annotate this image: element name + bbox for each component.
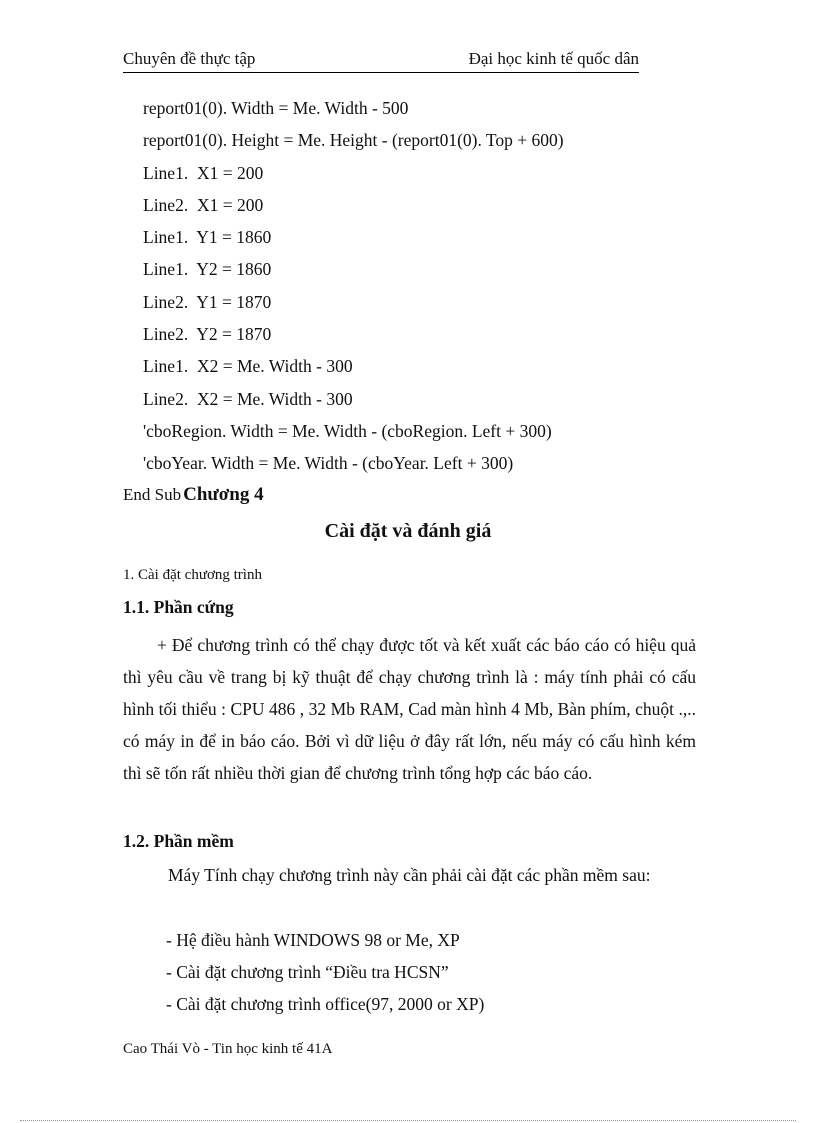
code-line: report01(0). Width = Me. Width - 500	[143, 98, 409, 118]
list-item: - Cài đặt chương trình office(97, 2000 or XP)	[166, 994, 485, 1014]
code-line: 'cboRegion. Width = Me. Width - (cboRegion. Left + 300)	[143, 420, 552, 441]
end-sub-line	[123, 484, 264, 506]
section-heading-1-2: 1.2. Phần mềm	[123, 831, 234, 851]
code-line: Line1. Y1 = 1860	[143, 227, 272, 248]
hardware-paragraph	[123, 629, 696, 789]
end-sub-text: End Sub	[123, 485, 182, 504]
page-footer: Cao Thái Vò - Tin học kinh tế 41A	[123, 1041, 333, 1057]
section-heading-1-1: 1.1. Phần cứng	[123, 597, 234, 617]
code-line: Line1. Y2 = 1860	[143, 259, 272, 280]
page-header	[123, 48, 639, 73]
software-list	[166, 928, 484, 1024]
code-line: Line2. Y1 = 1870	[143, 291, 272, 312]
chapter-title: Cài đặt và đánh giá	[324, 520, 492, 542]
page-bottom-divider	[20, 1120, 796, 1121]
header-left: Chuyên đề thực tập	[123, 49, 256, 68]
code-line: 'cboYear. Width = Me. Width - (cboYear. Left + 300)	[143, 453, 514, 474]
code-block	[143, 96, 564, 484]
software-text: Máy Tính chạy chương trình này cần phải cài đặt các phần mềm sau:	[168, 865, 651, 885]
hardware-text: + Để chương trình có thể chạy được tốt và kết xuất các báo cáo có hiệu quả thì yêu cầu về trang bị kỹ thuật để chạy chương trình là : máy tính phải có cấu hình tối thiểu : CPU 486 , 32 Mb RAM, Cad màn hình 4 Mb, Bàn phím, chuột .,.. có máy in để in báo cáo. Bởi vì dữ liệu ở đây rất lớn, nếu máy có cấu hình kém thì sẽ tốn rất nhiều thời gian để chương trình tổng hợp các báo cáo.	[123, 635, 696, 783]
section-heading-1: 1. Cài đặt chương trình	[123, 567, 262, 583]
header-right: Đại học kinh tế quốc dân	[468, 49, 639, 68]
code-line: Line2. Y2 = 1870	[143, 324, 272, 345]
software-paragraph	[123, 859, 696, 891]
code-line: Line2. X1 = 200	[143, 194, 264, 215]
list-item: - Cài đặt chương trình “Điều tra HCSN”	[166, 962, 449, 982]
code-line: Line2. X2 = Me. Width - 300	[143, 388, 353, 409]
code-line: Line1. X1 = 200	[143, 162, 264, 183]
code-line: report01(0). Height = Me. Height - (report01(0). Top + 600)	[143, 130, 564, 151]
chapter-number: Chương 4	[183, 484, 264, 505]
code-line: Line1. X2 = Me. Width - 300	[143, 356, 353, 377]
list-item: - Hệ điều hành WINDOWS 98 or Me, XP	[166, 930, 460, 950]
